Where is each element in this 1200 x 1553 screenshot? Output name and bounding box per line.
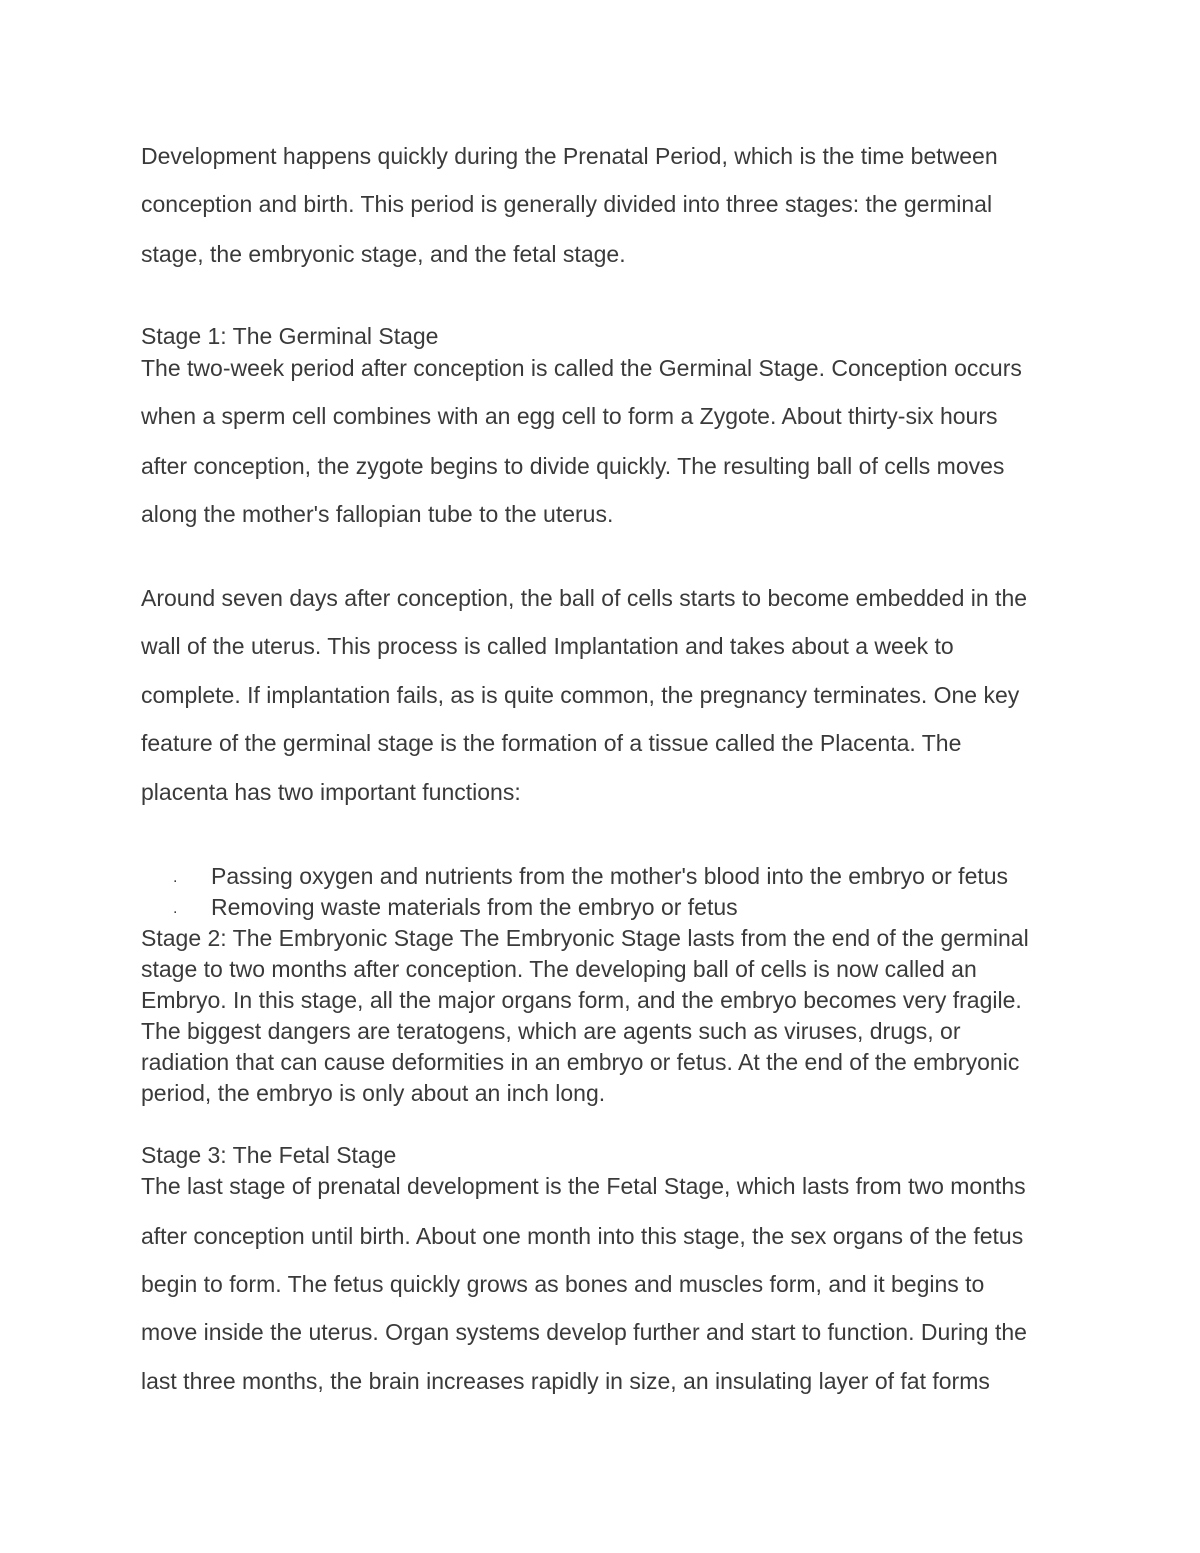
bullet-marker: . bbox=[173, 900, 178, 917]
stage1-p2-line-1: Around seven days after conception, the ball of cells starts to become embedded in the bbox=[141, 585, 1028, 611]
bullet-text: Removing waste materials from the embryo or fetus bbox=[211, 894, 738, 920]
stage3-line-3: begin to form. The fetus quickly grows as bones and muscles form, and it begins to bbox=[141, 1271, 985, 1297]
stage1-p2-line-2: wall of the uterus. This process is called Implantation and takes about a week to bbox=[141, 633, 954, 659]
stage1-p1-line-3: after conception, the zygote begins to divide quickly. The resulting ball of cells moves bbox=[141, 453, 1005, 479]
stage2-line-5: radiation that can cause deformities in an embryo or fetus. At the end of the embryonic bbox=[141, 1049, 1020, 1075]
stage3-heading: Stage 3: The Fetal Stage bbox=[141, 1142, 397, 1168]
stage1-p2-line-4: feature of the germinal stage is the formation of a tissue called the Placenta. The bbox=[141, 730, 962, 756]
stage2-line-3: Embryo. In this stage, all the major organs form, and the embryo becomes very fragile. bbox=[141, 987, 1022, 1013]
stage3-line-4: move inside the uterus. Organ systems develop further and start to function. During the bbox=[141, 1319, 1027, 1345]
stage2-line-2: stage to two months after conception. The developing ball of cells is now called an bbox=[141, 956, 977, 982]
stage1-p1-line-2: when a sperm cell combines with an egg cell to form a Zygote. About thirty-six hours bbox=[141, 403, 998, 429]
stage1-heading: Stage 1: The Germinal Stage bbox=[141, 323, 439, 349]
intro-line-1: Development happens quickly during the Prenatal Period, which is the time between bbox=[141, 143, 998, 169]
bullet-marker: . bbox=[173, 869, 178, 886]
bullet-text: Passing oxygen and nutrients from the mother's blood into the embryo or fetus bbox=[211, 863, 1009, 889]
intro-line-2: conception and birth. This period is generally divided into three stages: the germinal bbox=[141, 191, 993, 217]
stage2-line-1: Stage 2: The Embryonic Stage The Embryonic Stage lasts from the end of the germinal bbox=[141, 925, 1029, 951]
stage2-line-4: The biggest dangers are teratogens, which are agents such as viruses, drugs, or bbox=[141, 1018, 961, 1044]
intro-line-3: stage, the embryonic stage, and the fetal stage. bbox=[141, 241, 626, 267]
stage2-line-6: period, the embryo is only about an inch long. bbox=[141, 1080, 606, 1106]
stage1-p1-line-1: The two-week period after conception is called the Germinal Stage. Conception occurs bbox=[141, 355, 1022, 381]
stage1-p1-line-4: along the mother's fallopian tube to the uterus. bbox=[141, 501, 614, 527]
stage3-line-2: after conception until birth. About one month into this stage, the sex organs of the fetus bbox=[141, 1223, 1024, 1249]
stage3-line-1: The last stage of prenatal development is the Fetal Stage, which lasts from two months bbox=[141, 1173, 1026, 1199]
stage3-line-5: last three months, the brain increases rapidly in size, an insulating layer of fat forms bbox=[141, 1368, 990, 1394]
stage1-p2-line-3: complete. If implantation fails, as is quite common, the pregnancy terminates. One key bbox=[141, 682, 1020, 708]
stage1-p2-line-5: placenta has two important functions: bbox=[141, 779, 521, 805]
